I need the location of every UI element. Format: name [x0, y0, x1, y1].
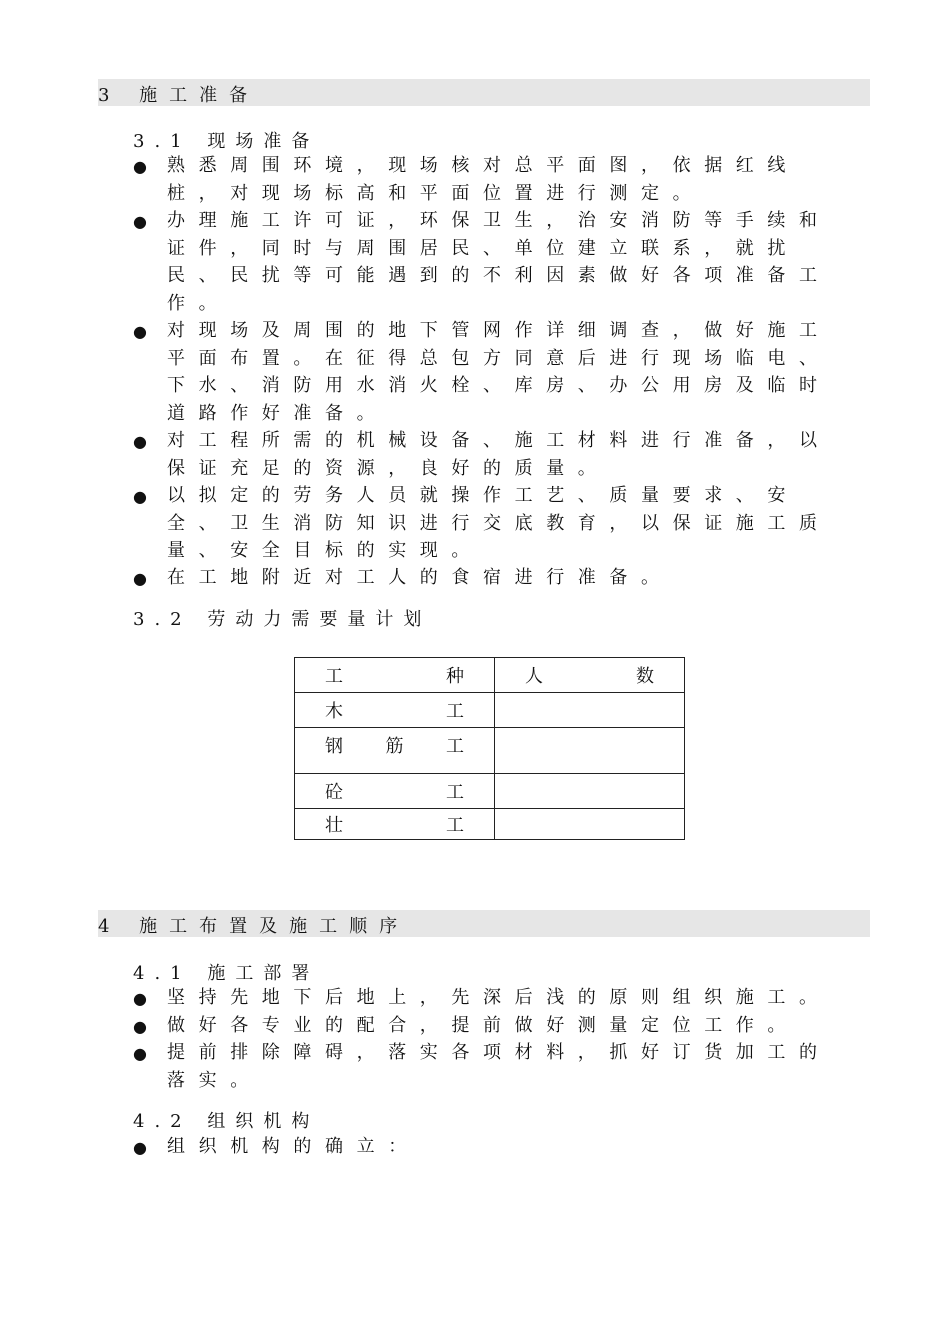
bullet-text: 办理施工许可证，环保卫生，治安消防等手续和证件，同时与周围居民、单位建立联系，就扰民、民扰等可能遇到的不利因素做好各项准备工作。 [167, 210, 831, 314]
table-row [295, 728, 685, 774]
bullet-marker: ● [133, 1044, 147, 1063]
trade-cell: 钢 筋 工 [295, 728, 495, 774]
bullet-marker: ● [133, 487, 147, 506]
header-count: 人 数 [495, 658, 685, 693]
bullet-text: 熟悉周围环境，现场核对总平面图，依据红线桩，对现场标高和平面位置进行测定。 [167, 155, 799, 204]
header-trade: 工 种 [295, 658, 495, 693]
bullet-text: 对工程所需的机械设备、施工材料进行准备，以保证充足的资源，良好的质量。 [167, 430, 831, 479]
bullet-text: 以拟定的劳务人员就操作工艺、质量要求、安全、卫生消防知识进行交底教育，以保证施工质量、安全目标的实现。 [167, 485, 831, 561]
bullet-marker: ● [133, 432, 147, 451]
count-cell [495, 774, 685, 809]
section-3-title: 3 施工准备 [98, 85, 260, 106]
bullet-marker: ● [133, 569, 147, 588]
bullet-marker: ● [133, 1138, 147, 1157]
count-cell [495, 693, 685, 728]
table-row [295, 774, 685, 809]
labor-plan-table [294, 657, 685, 840]
bullet-marker: ● [133, 322, 147, 341]
bullet-text: 提前排除障碍，落实各项材料，抓好订货加工的落实。 [167, 1042, 831, 1091]
bullet-text: 在工地附近对工人的食宿进行准备。 [167, 567, 673, 588]
subsection-4-1-title: 4.1 施工部署 [133, 963, 320, 984]
bullet-text: 坚持先地下后地上，先深后浅的原则组织施工。 [167, 987, 831, 1008]
bullet-text: 做好各专业的配合，提前做好测量定位工作。 [167, 1015, 799, 1036]
subsection-3-2-title: 3.2 劳动力需要量计划 [133, 609, 432, 630]
table-header-row [295, 658, 685, 693]
bullet-marker: ● [133, 1017, 147, 1036]
bullet-marker: ● [133, 157, 147, 176]
bullet-marker: ● [133, 212, 147, 231]
table-row [295, 809, 685, 840]
count-cell [495, 728, 685, 774]
section-4-title: 4 施工布置及施工顺序 [98, 916, 410, 937]
subsection-3-1-title: 3.1 现场准备 [133, 131, 320, 152]
bullet-text: 组织机构的确立： [167, 1136, 420, 1157]
trade-cell: 木 工 [295, 693, 495, 728]
table-row [295, 693, 685, 728]
count-cell [495, 809, 685, 840]
trade-cell: 砼 工 [295, 774, 495, 809]
bullet-text: 对现场及周围的地下管网作详细调查，做好施工平面布置。在征得总包方同意后进行现场临电、下水、消防用水消火栓、库房、办公用房及临时道路作好准备。 [167, 320, 831, 424]
trade-cell: 壮 工 [295, 809, 495, 840]
bullet-marker: ● [133, 989, 147, 1008]
subsection-4-2-title: 4.2 组织机构 [133, 1111, 320, 1132]
